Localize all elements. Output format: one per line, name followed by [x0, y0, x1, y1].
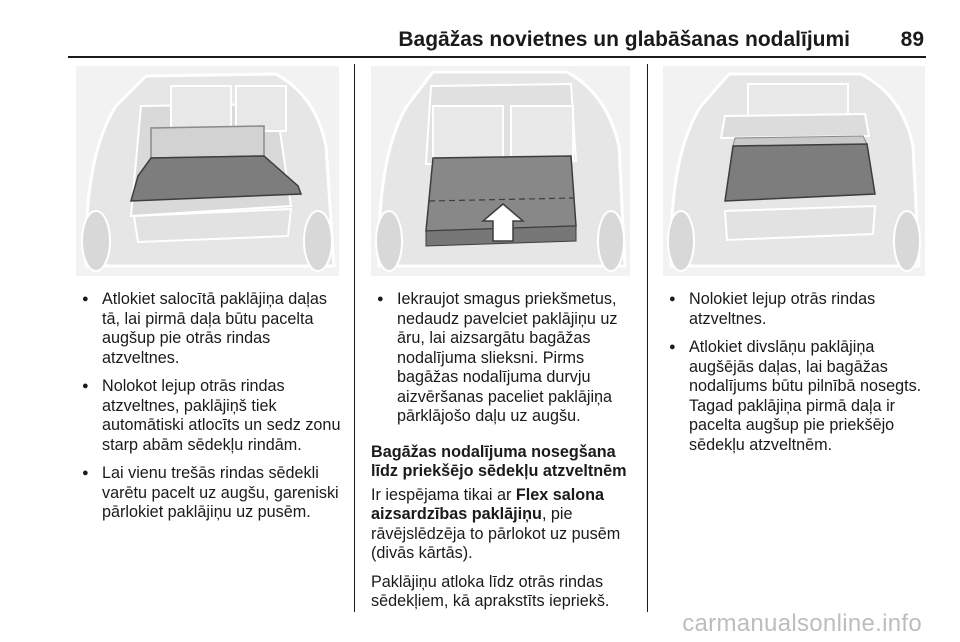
illustration-cargo-mat-folded: [76, 66, 339, 276]
watermark: carmanualsonline.info: [682, 610, 922, 637]
column-1-text: [76, 290, 348, 532]
illustration-cargo-mat-full-cover: [663, 66, 925, 276]
column-3-text: [663, 290, 931, 464]
section-subheading: Bagāžas nodalījuma nosegšana līdz priekšējo sēdekļu atzveltnēm: [371, 442, 627, 480]
car-trunk-drawing-3: [663, 66, 925, 276]
instruction-list-2: [371, 290, 633, 427]
header-rule: [68, 56, 926, 58]
car-trunk-drawing-2: [371, 66, 630, 276]
page-header: [0, 28, 960, 56]
list-item: ● Lai vienu trešās rindas sēdekli varētu pacelt uz augšu, gareniski pārlokiet paklājiņu uz pusēm.: [76, 464, 348, 523]
page-title: Bagāžas novietnes un glabāšanas nodalījumi: [398, 28, 850, 51]
list-item: ● Nolokot lejup otrās rindas atzveltnes, paklājiņš tiek automātiski atlocīts un sedz zonu starp abām sēdekļu rindām.: [76, 377, 348, 455]
car-trunk-drawing-1: [76, 66, 339, 276]
page-number: 89: [900, 28, 924, 51]
instruction-list-1: [76, 290, 348, 523]
instruction-list-3: [663, 290, 931, 455]
list-item: ● Nolokiet lejup otrās rindas atzveltnes.: [663, 290, 931, 329]
column-divider-1: [354, 64, 355, 612]
list-item: ● Iekraujot smagus priekšmetus, nedaudz pavelciet paklājiņu uz āru, lai aizsargātu bagāžas nodalījuma slieksni. Pirms bagāžas nodalījuma durvju aizvēršanas paceliet paklājiņa pārklājošo daļu uz augšu.: [371, 290, 633, 427]
illustration-cargo-mat-pulled-out: [371, 66, 630, 276]
paragraph-flex-mat: Ir iespējama tikai ar Flex salona aizsardzības paklājiņu, pie rāvējslēdzēja to pārlokot uz pusēm (divās kārtās).: [371, 485, 621, 562]
column-divider-2: [647, 64, 648, 612]
list-item: ● Atlokiet salocītā paklājiņa daļas tā, lai pirmā daļa būtu pacelta augšup pie otrās rindas atzveltnes.: [76, 290, 348, 368]
column-2-text: [371, 290, 633, 621]
paragraph-fold-instructions: Paklājiņu atloka līdz otrās rindas sēdekļiem, kā aprakstīts iepriekš.: [371, 572, 610, 610]
product-name: Flex salona aizsardzības paklājiņu: [371, 485, 605, 523]
list-item: ● Atlokiet divslāņu paklājiņa augšējās daļas, lai bagāžas nodalījums būtu pilnībā nosegts. Tagad paklājiņa pirmā daļa ir pacelta augšup pie priekšējo sēdekļu atzveltnēm.: [663, 338, 931, 455]
